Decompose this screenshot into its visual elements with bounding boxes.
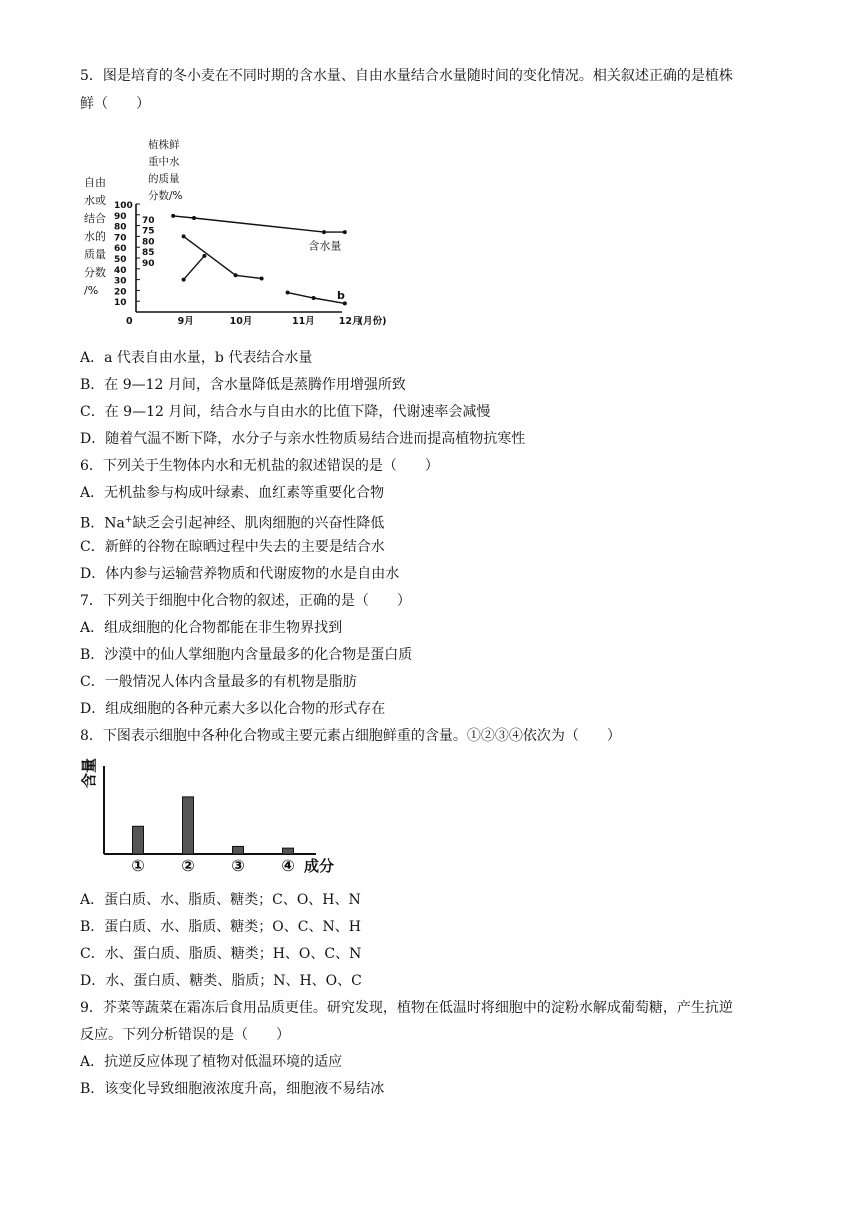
data-point	[202, 254, 206, 258]
q6-option-b-superscript: +	[124, 515, 133, 525]
bar	[283, 848, 294, 854]
data-point	[312, 296, 316, 300]
category-label: ②	[181, 856, 195, 875]
left-tick-label: 10	[114, 298, 127, 309]
right-tick-label: 90	[142, 259, 155, 269]
q5-stem-line1: 5．图是培育的冬小麦在不同时期的含水量、自由水量结合水量随时间的变化情况。相关叙述正确的是植株	[80, 68, 733, 84]
left-axis-label-line: 质量	[84, 248, 106, 261]
q9-option-b: B．该变化导致细胞液浓度升高，细胞液不易结冰	[80, 1081, 385, 1097]
left-tick-label: 60	[114, 244, 127, 255]
x-tick-label: 0	[126, 316, 133, 327]
annotation-water-content: 含水量	[308, 239, 342, 253]
q7-option-a: A．组成细胞的化合物都能在非生物界找到	[80, 620, 343, 636]
q9-stem-line2: 反应。下列分析错误的是（ ）	[80, 1027, 290, 1043]
x-tick-label: 10月	[229, 316, 253, 327]
left-tick-label: 100	[114, 201, 133, 211]
data-point	[260, 277, 264, 281]
water-content-chart	[80, 124, 387, 327]
data-point	[343, 230, 347, 234]
left-axis-label-line: 水的	[84, 230, 106, 243]
right-axis-label-line: 重中水	[148, 156, 180, 168]
right-tick-label: 80	[142, 237, 155, 248]
q6-stem: 6．下列关于生物体内水和无机盐的叙述错误的是（ ）	[80, 458, 439, 474]
category-label: ①	[131, 856, 145, 875]
q8-option-d: D．水、蛋白质、糖类、脂质；N、H、O、C	[80, 973, 362, 989]
data-point	[322, 230, 326, 234]
series-line	[173, 216, 345, 232]
q8-option-a: A．蛋白质、水、脂质、糖类；C、O、H、N	[80, 892, 361, 908]
category-label: ③	[231, 856, 245, 875]
x-tick-label: 12月	[338, 316, 362, 327]
q7-stem: 7．下列关于细胞中化合物的叙述，正确的是（ ）	[80, 593, 411, 609]
left-tick-label: 30	[114, 276, 127, 287]
q6-option-d: D．体内参与运输营养物质和代谢废物的水是自由水	[80, 566, 400, 582]
left-tick-label: 90	[114, 211, 127, 222]
q6-option-c: C．新鲜的谷物在晾晒过程中失去的主要是结合水	[80, 539, 385, 555]
q6-option-b-prefix: B．Na	[80, 515, 125, 532]
data-point	[182, 278, 186, 282]
right-tick-label: 70	[142, 215, 155, 226]
right-tick-label: 85	[142, 248, 155, 259]
q7-option-d: D．组成细胞的各种元素大多以化合物的形式存在	[80, 701, 386, 717]
q9-option-a: A．抗逆反应体现了植物对低温环境的适应	[80, 1054, 343, 1070]
left-axis-label-line: 结合	[84, 212, 106, 225]
q8-option-c: C．水、蛋白质、脂质、糖类；H、O、C、N	[80, 946, 362, 962]
x-axis-label: (月份)	[358, 316, 387, 327]
q5-option-b: B．在 9—12 月间，含水量降低是蒸腾作用增强所致	[80, 377, 406, 393]
water-content-chart-svg	[80, 124, 387, 327]
left-tick-label: 50	[114, 255, 127, 265]
q7-option-c: C．一般情况人体内含量最多的有机物是脂肪	[80, 674, 357, 690]
q6-option-b	[80, 510, 384, 534]
q9-stem-line1: 9．芥菜等蔬菜在霜冻后食用品质更佳。研究发现，植物在低温时将细胞中的淀粉水解成葡萄糖，产生抗逆	[80, 1000, 733, 1016]
q6-option-b-text: 缺乏会引起神经、肌肉细胞的兴奋性降低	[132, 515, 385, 532]
x-tick-label: 11月	[292, 316, 315, 327]
left-tick-label: 40	[114, 265, 127, 276]
x-tick-label: 9月	[177, 316, 194, 327]
right-axis-label-line: 分数/%	[148, 190, 183, 202]
data-point	[234, 273, 238, 277]
left-axis-label-line: 水或	[84, 194, 106, 207]
right-tick-label: 75	[142, 226, 155, 237]
category-label: ④	[281, 856, 295, 875]
series-line	[184, 256, 205, 280]
q5-option-d: D．随着气温不断下降，水分子与亲水性物质易结合进而提高植物抗寒性	[80, 431, 526, 447]
right-axis-label-line: 的质量	[148, 173, 180, 185]
left-axis-label-line: 自由	[84, 176, 106, 189]
left-tick-label: 80	[114, 222, 127, 233]
x-axis-label: 成分	[304, 857, 335, 875]
left-tick-label: 70	[114, 233, 127, 244]
bar	[183, 797, 194, 854]
q5-stem-line2: 鲜（ ）	[80, 96, 150, 112]
y-axis-label: 含量	[80, 757, 98, 788]
annotation-b: b	[337, 289, 345, 303]
q5-option-a: A．a 代表自由水量，b 代表结合水量	[80, 350, 313, 366]
data-point	[192, 216, 196, 220]
series-line	[184, 236, 262, 278]
left-axis-label-line: 分数	[84, 266, 106, 279]
q8-stem: 8．下图表示细胞中各种化合物或主要元素占细胞鲜重的含量。①②③④依次为（ ）	[80, 728, 621, 744]
bar	[133, 826, 144, 854]
right-axis-label-line: 植株鲜	[148, 139, 180, 151]
composition-bar-chart	[74, 757, 364, 884]
data-point	[286, 291, 290, 295]
q6-option-a: A．无机盐参与构成叶绿素、血红素等重要化合物	[80, 485, 385, 501]
data-point	[171, 214, 175, 218]
left-axis-label-line: /%	[84, 284, 99, 297]
q8-option-b: B．蛋白质、水、脂质、糖类；O、C、N、H	[80, 919, 361, 935]
composition-bar-chart-svg	[74, 757, 364, 884]
left-tick-label: 20	[114, 287, 127, 298]
bar	[233, 846, 244, 854]
q5-option-c: C．在 9—12 月间，结合水与自由水的比值下降，代谢速率会减慢	[80, 404, 491, 420]
q7-option-b: B．沙漠中的仙人掌细胞内含量最多的化合物是蛋白质	[80, 647, 413, 663]
data-point	[182, 234, 186, 238]
